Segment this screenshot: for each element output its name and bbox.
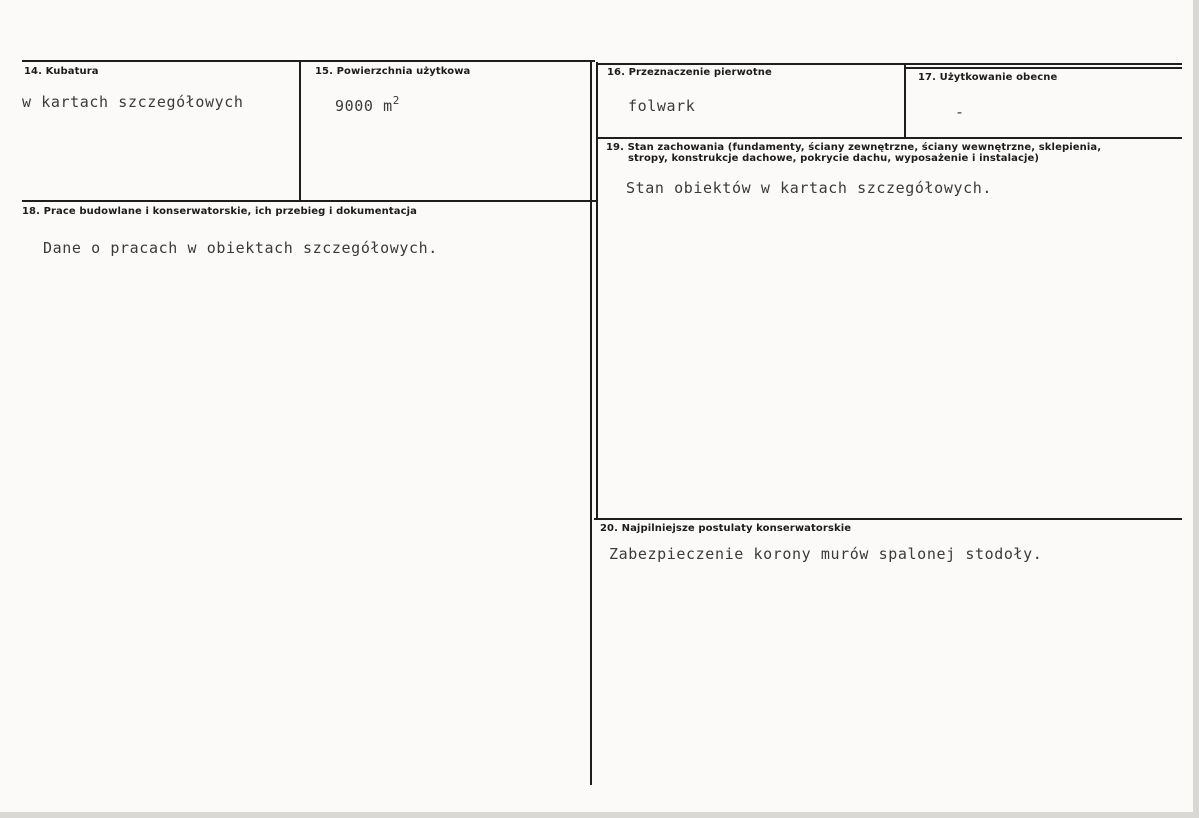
field-20-value: Zabezpieczenie korony murów spalonej stodoły. — [609, 545, 1043, 563]
field-17-value: - — [955, 103, 965, 121]
field-14-value: w kartach szczegółowych — [22, 93, 244, 111]
top-rule-right — [597, 63, 1182, 65]
field-16-value: folwark — [628, 97, 696, 115]
field-19-label-line1: 19. Stan zachowania (fundamenty, ściany zewnętrzne, ściany wewnętrzne, sklepienia, — [606, 142, 1102, 153]
field-18-value: Dane o pracach w obiektach szczegółowych. — [43, 239, 438, 257]
rule-f16-f19 — [597, 137, 1182, 139]
divider-f16-f17 — [904, 64, 906, 137]
divider-center — [590, 60, 592, 785]
divider-center-right — [596, 62, 598, 518]
field-15-unit-exponent: 2 — [392, 94, 401, 107]
top-rule-left — [22, 60, 595, 62]
field-19-label-line2: stropy, konstrukcje dachowe, pokrycie dachu, wyposażenie i instalacje) — [628, 153, 1040, 164]
divider-f14-f15 — [299, 61, 301, 201]
field-15-number: 9000 m — [335, 97, 393, 115]
field-15-value — [335, 94, 400, 115]
field-16-label: 16. Przeznaczenie pierwotne — [607, 67, 772, 78]
field-14-label: 14. Kubatura — [24, 66, 99, 77]
rule-f19-f20 — [594, 518, 1182, 520]
field-19-value: Stan obiektów w kartach szczegółowych. — [626, 179, 992, 197]
rule-f17-underline — [905, 67, 1182, 69]
field-18-label: 18. Prace budowlane i konserwatorskie, ich przebieg i dokumentacja — [22, 206, 418, 217]
rule-f14-f18 — [22, 200, 596, 202]
field-20-label: 20. Najpilniejsze postulaty konserwatorskie — [600, 523, 852, 534]
field-15-label: 15. Powierzchnia użytkowa — [315, 66, 471, 77]
field-17-label: 17. Użytkowanie obecne — [918, 72, 1058, 83]
